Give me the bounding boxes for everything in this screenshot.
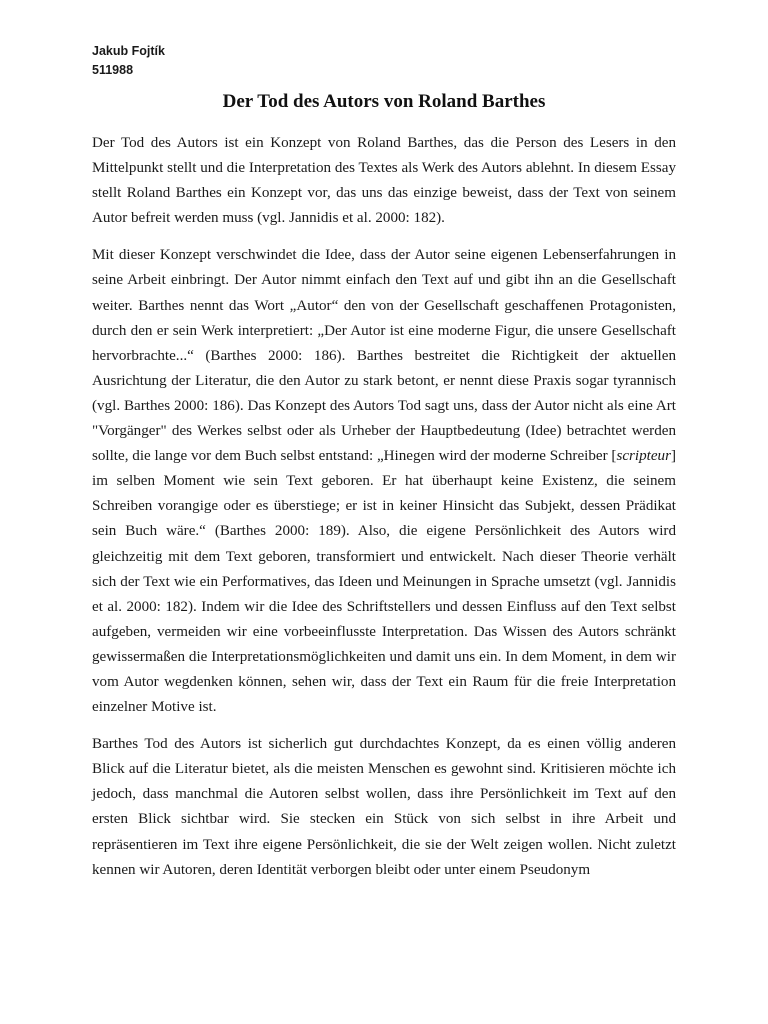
- paragraph-1: Der Tod des Autors ist ein Konzept von Roland Barthes, das die Person des Lesers in den Mittelpunkt stellt und die Interpretation des Textes als Werk des Autors ablehnt. In diesem Essay stellt Roland Barthes ein Konzept vor, das uns das einzige beweist, dass der Text von seinem Autor befreit werden muss (vgl. Jannidis et al. 2000: 182).: [92, 135, 676, 227]
- document-body: [92, 131, 676, 883]
- paragraph-2: [92, 243, 676, 720]
- student-id: 511988: [92, 63, 134, 77]
- document-title: Der Tod des Autors von Roland Barthes: [222, 91, 546, 112]
- paragraph-2-part-b: ] im selben Moment wie sein Text geboren. Er hat überhaupt keine Existenz, die seinem Schreiben vorangige oder es überstiege; er ist in keiner Hinsicht das Subjekt, dessen Prädikat sein Buch wäre.“ (Barthes 2000: 189). Also, die eigene Persönlichkeit des Autors wird gleichzeitig mit dem Text geboren, transformiert und entwickelt. Nach dieser Theorie verhält sich der Text wie ein Performatives, das Ideen und Meinungen in Sprache umsetzt (vgl. Jannidis et al. 2000: 182). Indem wir die Idee des Schriftstellers und dessen Einfluss auf den Text selbst aufgeben, vermeiden wir eine vorbeeinflusste Interpretation. Das Wissen des Autors schränkt gewissermaßen die Interpretationsmöglichkeiten und damit uns ein. In dem Moment, in dem wir vom Autor wegdenken können, sehen wir, dass der Text ein Raum für die freie Interpretation einzelner Motive ist.: [92, 448, 676, 716]
- paragraph-2-part-a: Mit dieser Konzept verschwindet die Idee, dass der Autor seine eigenen Lebenserfahrungen in seine Arbeit einbringt. Der Autor nimmt einfach den Text auf und gibt ihn an die Gesellschaft weiter. Barthes nennt das Wort „Autor“ den von der Gesellschaft geschaffenen Protagonisten, durch den er sein Werk interpretiert: „Der Autor ist eine moderne Figur, die unsere Gesellschaft hervorbrachte...“ (Barthes 2000: 186). Barthes bestreitet die Richtigkeit der aktuellen Ausrichtung der Literatur, die den Autor zu stark betont, er nennt diese Praxis sogar tyrannisch (vgl. Barthes 2000: 186). Das Konzept des Autors Tod sagt uns, dass der Autor nicht als eine Art "Vorgänger" des Werkes selbst oder als Urheber der Hauptbedeutung (Idee) betrachtet werden sollte, die lange vor dem Buch selbst entstand: „Hinegen wird der moderne Schreiber [: [92, 247, 676, 465]
- paragraph-3: Barthes Tod des Autors ist sicherlich gut durchdachtes Konzept, da es einen völlig anderen Blick auf die Literatur bietet, als die meisten Menschen es gewohnt sind. Kritisieren möchte ich jedoch, dass manchmal die Autoren selbst wollen, dass ihre Persönlichkeit im Text auf den ersten Blick sichtbar wird. Sie stecken ein Stück von sich selbst in ihre Arbeit und repräsentieren im Text ihre eigene Persönlichkeit, die sie der Welt zeigen wollen. Nicht zuletzt kennen wir Autoren, deren Identität verborgen bleibt oder unter einem Pseudonym: [92, 736, 676, 878]
- author-block: [92, 42, 676, 80]
- author-name: Jakub Fojtík: [92, 44, 165, 58]
- italic-term-scripteur: scripteur: [616, 448, 671, 465]
